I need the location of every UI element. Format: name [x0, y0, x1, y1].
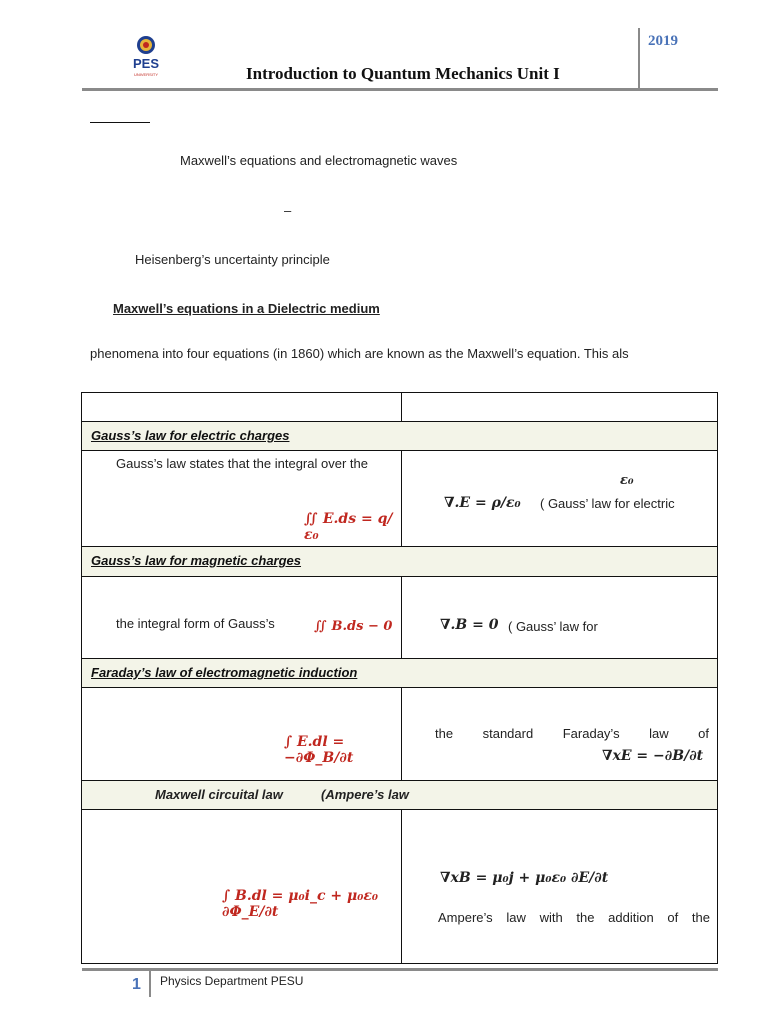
ampere-differential-equation: ∇xB = μ₀j + μ₀ε₀ ∂E/∂t	[440, 870, 609, 886]
maxwell-equations-table	[81, 392, 718, 964]
band-label: Gauss’s law for electric charges	[91, 428, 290, 443]
epsilon-symbol: ε₀	[620, 473, 634, 488]
cell-text: the standard Faraday’s law of	[435, 726, 709, 741]
gauss-electric-left-cell	[81, 450, 402, 547]
cell-text: Gauss’s law states that the integral over the	[116, 456, 368, 471]
document-title: Introduction to Quantum Mechanics Unit I	[246, 64, 560, 83]
cell-text: ( Gauss’ law for electric	[540, 496, 675, 511]
band-gauss-magnetic	[81, 546, 718, 577]
page-number: 1	[132, 976, 141, 993]
header-rule	[82, 88, 718, 91]
cell-text: ( Gauss’ law for	[508, 619, 598, 634]
gauss-electric-right-cell	[401, 450, 718, 547]
table-header-cell-right	[401, 392, 718, 422]
cell-text: the integral form of Gauss’s	[116, 616, 275, 631]
ampere-integral-equation: ∫ B.dl = μ₀i_c + μ₀ε₀ ∂Φ_E/∂t	[222, 888, 378, 920]
band-faraday	[81, 658, 718, 688]
cell-text: Ampere’s law with the addition of the	[438, 910, 710, 925]
ampere-left-cell	[81, 809, 402, 964]
footer-text: Physics Department PESU	[160, 974, 304, 988]
band-gauss-electric	[81, 421, 718, 451]
footer-divider	[149, 971, 151, 997]
year-divider	[638, 28, 640, 88]
gauss-magnetic-integral-equation: ∬ B.ds − 0	[314, 619, 393, 634]
ampere-right-cell	[401, 809, 718, 964]
pes-logo	[128, 34, 164, 80]
band-label-secondary: (Ampere’s law	[321, 787, 409, 802]
svg-text:PES: PES	[132, 56, 160, 71]
intro-line-heisenberg: Heisenberg’s uncertainty principle	[135, 252, 330, 267]
faraday-differential-equation: ∇xE = −∂B/∂t	[602, 748, 704, 764]
faraday-integral-equation: ∫ E.dl = −∂Φ_B/∂t	[284, 734, 354, 766]
gauss-magnetic-differential-equation: ∇.B = 0	[440, 617, 499, 633]
faraday-left-cell	[81, 687, 402, 781]
svg-text:UNIVERSITY: UNIVERSITY	[133, 72, 159, 77]
short-underline	[90, 122, 150, 123]
faraday-right-cell	[401, 687, 718, 781]
band-ampere	[81, 780, 718, 810]
gauss-electric-differential-equation: ∇.E = ρ/ε₀	[444, 495, 521, 511]
gauss-magnetic-right-cell	[401, 576, 718, 659]
footer-rule	[82, 968, 718, 971]
gauss-electric-integral-equation: ∬ E.ds = q/ε₀	[304, 511, 393, 543]
band-label: Faraday’s law of electromagnetic induction	[91, 665, 358, 680]
intro-dash: –	[284, 203, 292, 218]
section-heading: Maxwell’s equations in a Dielectric medium	[113, 301, 380, 316]
section-paragraph: phenomena into four equations (in 1860) which are known as the Maxwell’s equation. This als	[90, 346, 629, 361]
gauss-magnetic-left-cell	[81, 576, 402, 659]
intro-line-maxwell: Maxwell’s equations and electromagnetic waves	[180, 153, 458, 168]
table-header-cell-left	[81, 392, 402, 422]
document-year: 2019	[648, 33, 678, 49]
band-label: Maxwell circuital law	[155, 787, 283, 802]
band-label: Gauss’s law for magnetic charges	[91, 553, 302, 568]
